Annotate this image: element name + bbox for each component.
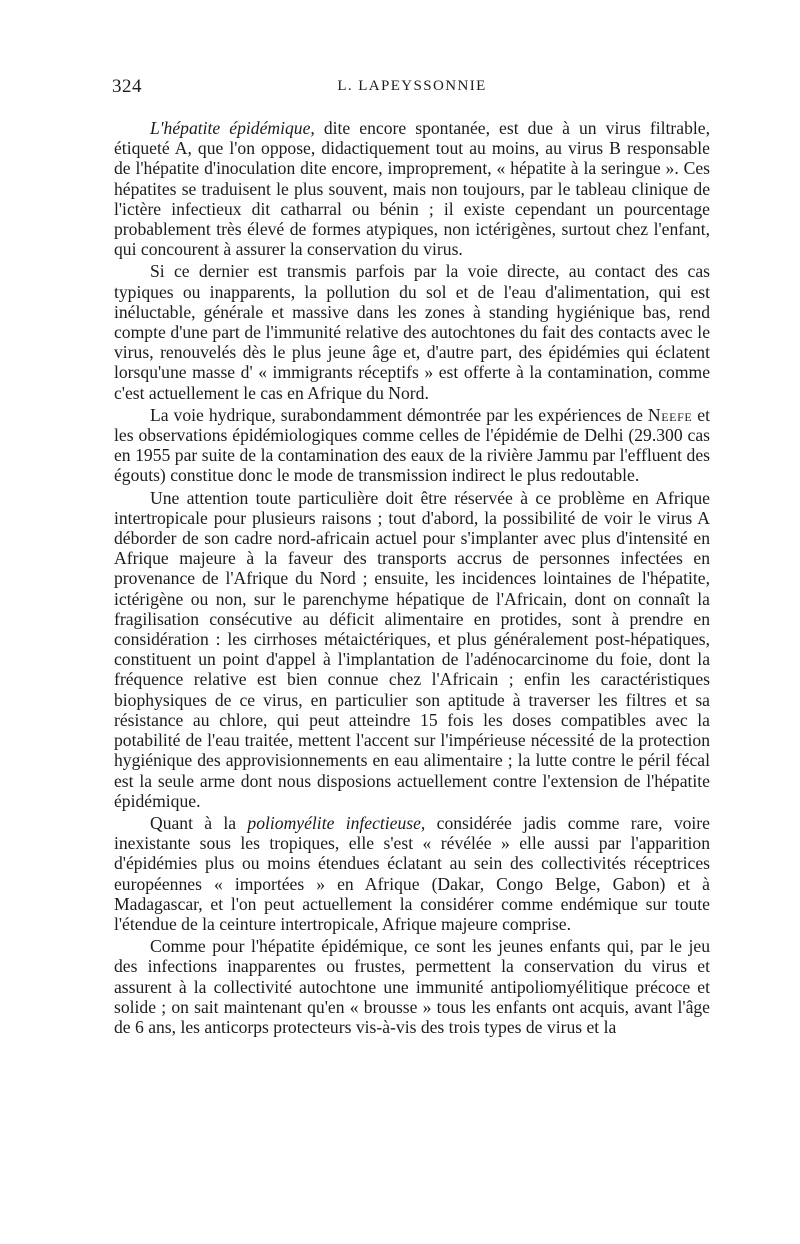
paragraph-intertropical-africa: Une attention toute particulière doit être réservée à ce problème en Afrique intertropicale pour plusieurs raisons ; tout d'abord, la possibilité de voir le virus A déborder de son cadre nord-africain actuel pour s'implanter avec plus d'intensité en Afrique majeure à la faveur des transports accrus de personnes infectées en provenance de l'Afrique du Nord ; ensuite, les incidences lointaines de l'hépatite, ictérigène ou non, sur le parenchyme hépatique de l'Africain, dont on connaît la fragilisation consécutive au déficit alimentaire en protides, sont à prendre en considération : les cirrhoses métaictériques, et plus généralement post-hépatiques, constituent un point d'appel à l'implantation de l'adénocarcinome du foie, dont la fréquence relative est bien connue chez l'Africain ; enfin les caractéristiques biophysiques de ce virus, en particulier son aptitude à traverser les filtres et sa résistance au chlore, qui peut atteindre 15 fois les doses compatibles avec la potabilité de l'eau traitée, mettent l'accent sur l'impérieuse nécessité de la protection hygiénique des approvisionnements en eau alimentaire ; la lutte contre le péril fécal est la seule arme dont nous disposions actuellement contre l'extension de l'hépatite épidémique.: [114, 487, 710, 811]
page-number: 324: [112, 76, 142, 97]
running-title: L. LAPEYSSONNIE: [337, 78, 487, 94]
term-hepatite-epidemique: L'hépatite épidémique,: [150, 118, 315, 138]
paragraph-text: Quant à la: [150, 812, 248, 833]
paragraph-transmission: Si ce dernier est transmis parfois par la voie directe, au contact des cas typiques ou inapparents, la pollution du sol et de l'eau d'alimentation, qui est inéluctable, générale et massive dans les zones à standing hygiénique bas, rend compte d'une part de l'immunité relative des autochtones du fait des contacts avec le virus, renouvelés dès le plus jeune âge et, d'autre part, des épidémies qui éclatent lorsqu'une masse d' « immigrants réceptifs » est offerte à la contamination, comme c'est actuellement le cas en Afrique du Nord.: [114, 261, 710, 403]
author-name: Neefe: [647, 404, 693, 425]
body-text: [114, 118, 710, 1037]
paragraph-young-children: Comme pour l'hépatite épidémique, ce sont les jeunes enfants qui, par le jeu des infections inapparentes ou frustes, permettent la conservation du virus et assurent à la collectivité autochtone une immunité antipoliomyélitique précoce et solide ; on sait maintenant qu'en « brousse » tous les enfants ont acquis, avant l'âge de 6 ans, les anticorps protecteurs vis-à-vis des trois types de virus et la: [114, 936, 710, 1037]
term-poliomyelite: poliomyélite infectieuse,: [247, 812, 426, 833]
paragraph-text: et les observations épidémiologiques comme celles de l'épidémie de Delhi (29.300 cas en 1955 par suite de la contamination des eaux de la rivière Jammu par l'effluent des égouts) constitue donc le mode de transmission indirect le plus redoutable.: [114, 404, 710, 486]
paragraph-text: La voie hydrique, surabondamment démontrée par les expériences de: [150, 404, 648, 425]
paragraph-text: dite encore spontanée, est due à un virus filtrable, étiqueté A, que l'on oppose, didactiquement tout au moins, au virus B responsable de l'hépatite d'inoculation dite encore, improprement, « hépatite à la seringue ». Ces hépatites se traduisent le plus souvent, mais non toujours, par le tableau clinique de l'ictère infectieux dit catharral ou bénin ; il existe cependant un pourcentage probablement très élevé de formes atypiques, non ictérigènes, surtout chez l'enfant, qui concourent à assurer la conservation du virus.: [114, 118, 710, 260]
paragraph-text: considérée jadis comme rare, voire inexistante sous les tropiques, elle s'est « révélée » elle aussi par l'apparition d'épidémies plus ou moins étendues éclatant au sein des collectivités réceptrices européennes « importées » en Afrique (Dakar, Congo Belge, Gabon) et à Madagascar, et l'on peut actuellement la considérer comme endémique sur toute l'étendue de la ceinture intertropicale, Afrique majeure comprise.: [114, 812, 710, 934]
paragraph-water-route: [114, 405, 710, 486]
running-header: [112, 76, 712, 102]
paragraph-hepatitis-intro: [114, 118, 710, 259]
paragraph-poliomyelitis: [114, 813, 710, 934]
